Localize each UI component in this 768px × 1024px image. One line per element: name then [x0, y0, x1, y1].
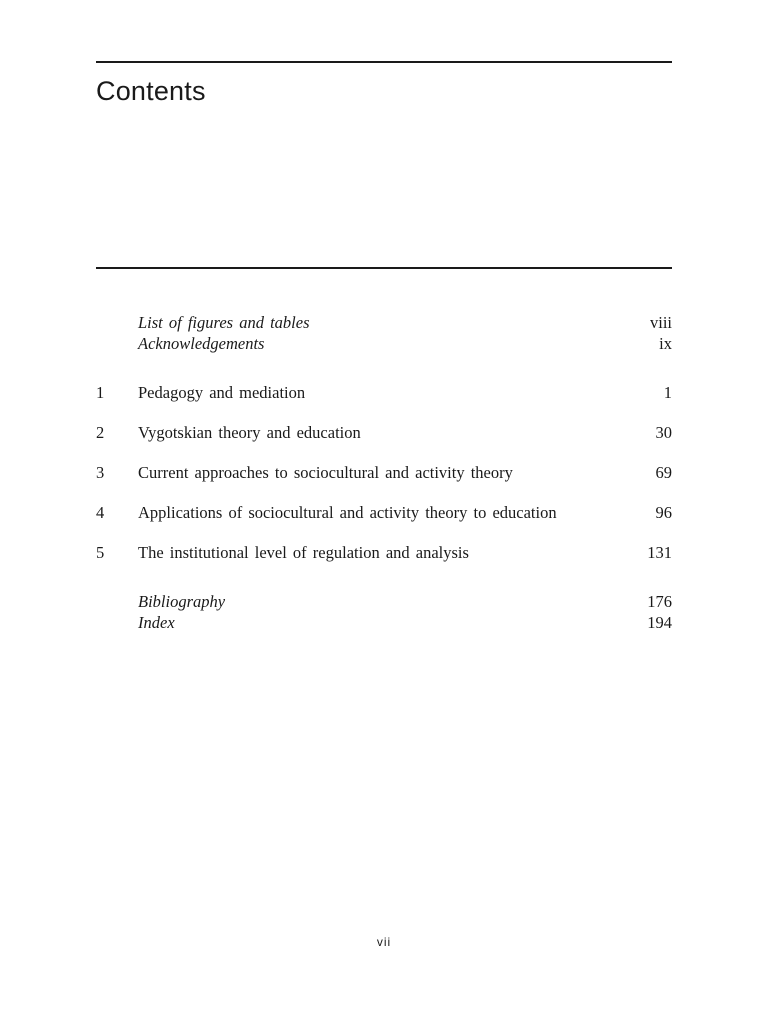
table-of-contents [96, 312, 672, 633]
chapter-page: 96 [655, 503, 672, 522]
toc-entry-back-matter[interactable] [96, 612, 672, 633]
toc-entry-chapter[interactable] [96, 542, 672, 563]
chapter-page: 69 [655, 463, 672, 482]
toc-entry-label: List of figures and tables [138, 313, 310, 332]
toc-entry-page: 194 [647, 613, 672, 632]
chapter-title: Vygotskian theory and education [138, 423, 361, 442]
toc-entry-chapter[interactable] [96, 422, 672, 443]
toc-entry-label: Acknowledgements [138, 334, 265, 353]
toc-entry-chapter[interactable] [96, 462, 672, 483]
toc-entry-page: ix [659, 334, 672, 353]
page-title: Contents [96, 76, 206, 106]
toc-entry-front-matter[interactable] [96, 312, 672, 333]
chapter-title: Applications of sociocultural and activity theory to education [138, 503, 557, 522]
chapter-page: 30 [655, 423, 672, 442]
page-number: vii [376, 935, 392, 949]
toc-entry-chapter[interactable] [96, 382, 672, 403]
chapter-number: 1 [96, 383, 105, 402]
chapter-title: Pedagogy and mediation [138, 383, 306, 402]
chapter-page: 131 [647, 543, 672, 562]
toc-entry-chapter[interactable] [96, 502, 672, 523]
toc-entry-label: Bibliography [138, 592, 226, 611]
chapter-number: 5 [96, 543, 105, 562]
section-rule [96, 267, 672, 269]
toc-entry-page: 176 [647, 592, 672, 611]
toc-entry-back-matter[interactable] [96, 591, 672, 612]
chapter-page: 1 [663, 383, 672, 402]
chapter-title: Current approaches to sociocultural and activity theory [138, 463, 513, 482]
toc-entry-page: viii [649, 313, 672, 332]
chapter-title: The institutional level of regulation and analysis [138, 543, 469, 562]
chapter-number: 3 [96, 463, 105, 482]
chapter-number: 2 [96, 423, 105, 442]
top-rule [96, 61, 672, 63]
chapter-number: 4 [96, 503, 105, 522]
toc-entry-front-matter[interactable] [96, 333, 672, 354]
toc-entry-label: Index [138, 613, 175, 632]
